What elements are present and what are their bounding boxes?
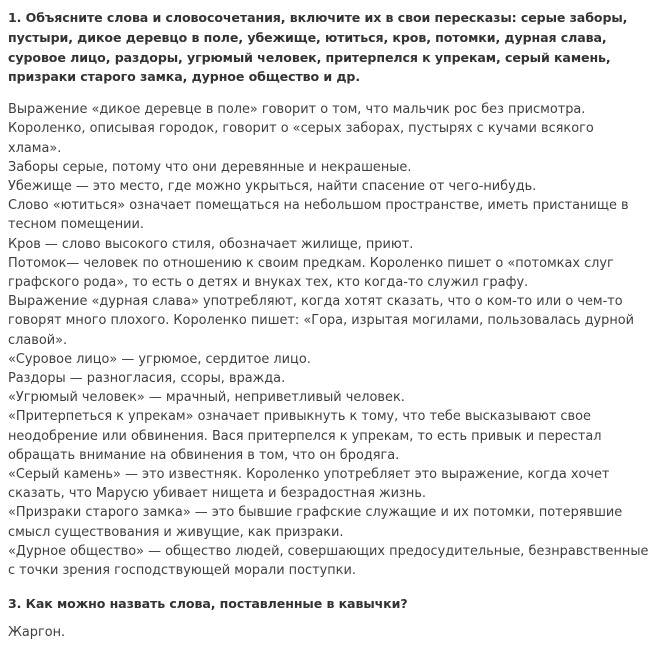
- answer-paragraph: Слово «ютиться» означает помещаться на небольшом пространстве, иметь пристанище в тесном помещении.: [8, 198, 629, 233]
- answer-paragraph: Раздоры — разногласия, ссоры, вражда.: [8, 371, 286, 387]
- answer-paragraph: «Угрюмый человек» — мрачный, неприветливый человек.: [8, 390, 405, 406]
- answer-1-body: [8, 100, 651, 580]
- answer-paragraph: Потомок— человек по отношению к своим предкам. Короленко пишет о «потомках слуг графского рода», то есть о детях и внуках тех, кто когда-то служил графу.: [8, 255, 614, 291]
- answer-paragraph: «Притерпеться к упрекам» означает привыкнуть к тому, что тебе высказывают свое неодобрение или обвинения. Вася притерпелся к упрекам, то есть привык и перестал обращать внимание на обвинения в том, что он бродяга.: [8, 409, 602, 463]
- answer-paragraph: Заборы серые, потому что они деревянные и некрашеные.: [8, 159, 412, 175]
- answer-paragraph: Короленко, описывая городок, говорит о «серых заборах, пустырях с кучами всякого хлама».: [8, 121, 594, 156]
- answer-paragraph: Выражение «дикое деревце в поле» говорит о том, что мальчик рос без присмотра.: [8, 102, 586, 118]
- answer-paragraph: Выражение «дурная слава» употребляют, когда хотят сказать, что о ком-то или о чем-то говорят много плохого. Короленко пишет: «Гора, изрытая могилами, пользовалась дурной славой».: [8, 294, 635, 348]
- answer-3-text: Жаргон.: [8, 625, 66, 641]
- answer-paragraph: Убежище — это место, где можно укрыться, найти спасение от чего-нибудь.: [8, 179, 537, 194]
- answer-paragraph: «Суровое лицо» — угрюмое, сердитое лицо.: [8, 351, 311, 367]
- answer-paragraph: Кров — слово высокого стиля, обозначает жилище, приют.: [8, 236, 414, 252]
- question-3-heading: 3. Как можно назвать слова, поставленные в кавычки?: [8, 596, 408, 612]
- answer-paragraph: «Призраки старого замка» — это бывшие графские служащие и их потомки, потерявшие смысл существования и живущие, как призраки.: [8, 505, 623, 540]
- answer-paragraph: «Дурное общество» — общество людей, совершающих предосудительные, безнравственные с точки зрения господствующей морали поступки.: [8, 543, 649, 579]
- answer-paragraph: «Серый камень» — это известняк. Короленко употребляет это выражение, когда хочет сказать, что Марусю убивает нищета и безрадостная жизнь.: [8, 467, 610, 502]
- question-1-heading: 1. Объясните слова и словосочетания, включите их в свои пересказы: серые заборы, пустыри, дикое деревцо в поле, убежище, ютиться, кров, потомки, дурная слава, суровое лицо, раздоры, угрюмый человек, притерпелся к упрекам, серый камень, призраки старого замка, дурное общество и др.: [8, 10, 628, 85]
